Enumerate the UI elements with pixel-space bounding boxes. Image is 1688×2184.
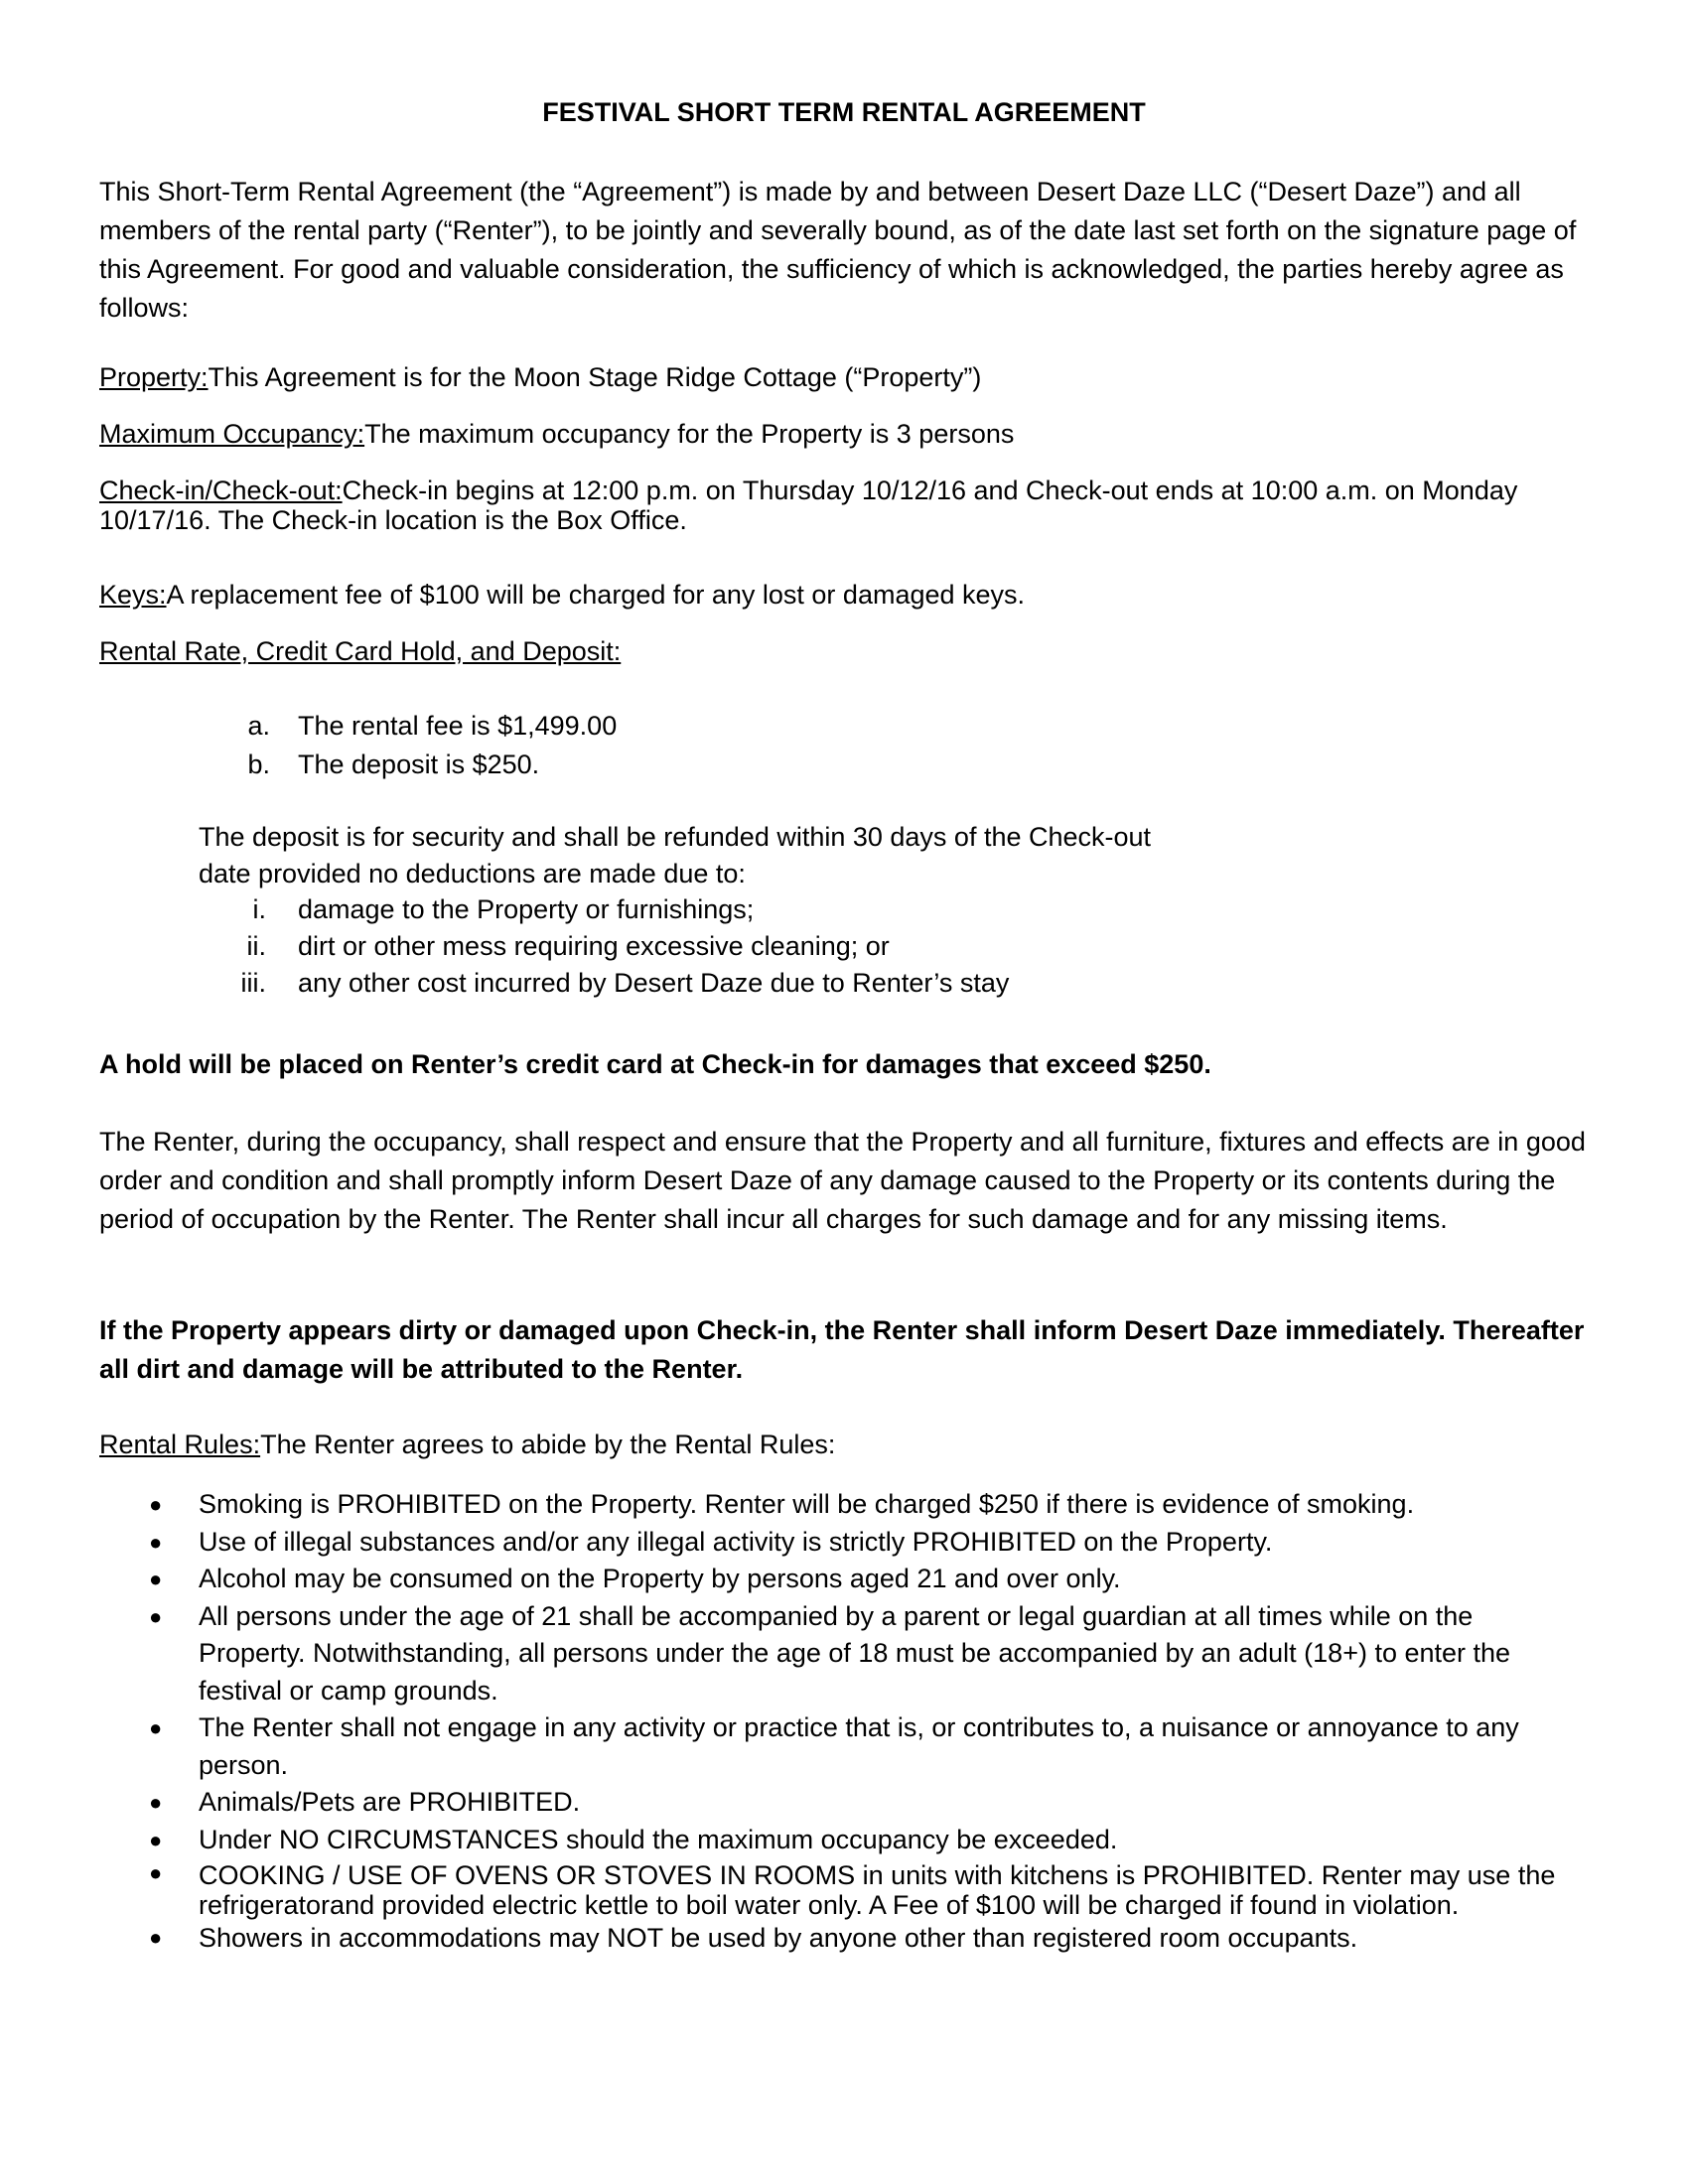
- deposit-note-line1: The deposit is for security and shall be refunded within 30 days of the Check-out: [199, 822, 1152, 852]
- rule-item: [99, 1486, 1579, 1524]
- bullet-icon: ●: [149, 1715, 163, 1740]
- rental-rate-heading: [99, 632, 1609, 671]
- rental-fee-list: [0, 707, 1688, 784]
- rule-item: [99, 1561, 1579, 1598]
- rules-list: [99, 1486, 1579, 1954]
- bullet-icon: ●: [149, 1529, 163, 1555]
- bullet-icon: ●: [149, 1790, 163, 1815]
- rule-text: Use of illegal substances and/or any illegal activity is strictly PROHIBITED on the Property.: [199, 1526, 1273, 1557]
- bullet-icon: ●: [149, 1925, 163, 1950]
- rule-text: Alcohol may be consumed on the Property by persons aged 21 and over only.: [199, 1564, 1121, 1593]
- bullet-icon: ●: [149, 1827, 163, 1852]
- rule-item: [99, 1784, 1579, 1822]
- document-title: FESTIVAL SHORT TERM RENTAL AGREEMENT: [542, 97, 1146, 127]
- checkin-label: Check-in/Check-out:: [99, 476, 343, 505]
- rule-item: [99, 1858, 1579, 1922]
- property-label: Property:: [99, 362, 209, 392]
- checkin-clause: [99, 476, 1609, 535]
- list-marker: iii.: [240, 968, 266, 998]
- rental-fee-text: The rental fee is $1,499.00: [298, 711, 618, 741]
- list-item: [0, 707, 1688, 746]
- intro-text: This Short-Term Rental Agreement (the “Agreement”) is made by and between Desert Daze LLC (“Desert Daze”) and all members of the rental party (“Renter”), to be jointly and severally bound, as of the date last set forth on the signature page of this Agreement. For good and valuable consideration, the sufficiency of which is acknowledged, the parties hereby agree as follows:: [99, 177, 1577, 323]
- deduction-text: damage to the Property or furnishings;: [298, 894, 755, 924]
- rule-text: Under NO CIRCUMSTANCES should the maximum occupancy be exceeded.: [199, 1824, 1118, 1854]
- bullet-icon: ●: [149, 1603, 163, 1629]
- deduction-text: any other cost incurred by Desert Daze due to Renter’s stay: [298, 968, 1010, 998]
- rule-item: [99, 1822, 1579, 1859]
- occupancy-label: Maximum Occupancy:: [99, 419, 365, 449]
- list-item: [0, 746, 1688, 784]
- list-item: [0, 928, 1688, 965]
- property-text: This Agreement is for the Moon Stage Ridge Cottage (“Property”): [208, 362, 982, 392]
- rule-text: All persons under the age of 21 shall be accompanied by a parent or legal guardian at all times while on the Property. Notwithstanding, all persons under the age of 18 must be accompanied by an adult (18+) to enter the festival or camp grounds.: [199, 1600, 1511, 1706]
- rules-intro-text: The Renter agrees to abide by the Rental Rules:: [260, 1430, 836, 1459]
- bullet-icon: ●: [149, 1860, 163, 1885]
- keys-text: A replacement fee of $100 will be charged for any lost or damaged keys.: [166, 580, 1026, 610]
- bullet-icon: ●: [149, 1492, 163, 1517]
- rule-text: Animals/Pets are PROHIBITED.: [199, 1787, 581, 1817]
- dirty-notice: [99, 1311, 1609, 1389]
- rule-item: [99, 1598, 1579, 1710]
- rule-item: [99, 1709, 1579, 1784]
- occupancy-clause: [99, 415, 1609, 454]
- rules-intro: [99, 1426, 1609, 1464]
- renter-duty-text: The Renter, during the occupancy, shall respect and ensure that the Property and all furniture, fixtures and effects are in good order and condition and shall promptly inform Desert Daze of any damage caused to the Property or its contents during the period of occupation by the Renter. The Renter shall incur all charges for such damage and for any missing items.: [99, 1127, 1586, 1234]
- rule-text: The Renter shall not engage in any activity or practice that is, or contributes to, a nuisance or annoyance to any person.: [199, 1712, 1519, 1780]
- list-item: [0, 891, 1688, 928]
- property-clause: [99, 358, 1609, 397]
- dirty-notice-text: If the Property appears dirty or damaged upon Check-in, the Renter shall inform Desert Daze immediately. Thereafter all dirt and damage will be attributed to the Renter.: [99, 1315, 1585, 1384]
- hold-notice-text: A hold will be placed on Renter’s credit card at Check-in for damages that exceed $250.: [99, 1049, 1211, 1079]
- deduction-text: dirt or other mess requiring excessive cleaning; or: [298, 931, 890, 961]
- rental-rate-heading-text: Rental Rate, Credit Card Hold, and Deposit:: [99, 636, 622, 666]
- rule-text: COOKING / USE OF OVENS OR STOVES IN ROOMS in units with kitchens is PROHIBITED. Renter may use the refrigeratorand provided electric kettle to boil water only. A Fee of $100 will be charged if found in violation.: [199, 1860, 1556, 1920]
- list-marker: b.: [247, 750, 270, 779]
- renter-duty-paragraph: [99, 1123, 1609, 1239]
- intro-paragraph: [99, 173, 1609, 328]
- deduction-list: [0, 891, 1688, 1002]
- rule-item: [99, 1922, 1579, 1954]
- hold-notice: [99, 1045, 1609, 1084]
- keys-clause: [99, 576, 1609, 614]
- deposit-note-line2: date provided no deductions are made due to:: [199, 859, 746, 888]
- deposit-note: [199, 818, 1489, 893]
- keys-label: Keys:: [99, 580, 167, 610]
- rule-text: Smoking is PROHIBITED on the Property. Renter will be charged $250 if there is evidence of smoking.: [199, 1489, 1415, 1519]
- list-marker: ii.: [246, 931, 266, 961]
- rule-text: Showers in accommodations may NOT be used by anyone other than registered room occupants.: [199, 1923, 1358, 1953]
- list-marker: i.: [252, 894, 266, 924]
- occupancy-text: The maximum occupancy for the Property is 3 persons: [364, 419, 1015, 449]
- rules-label: Rental Rules:: [99, 1430, 261, 1459]
- bullet-icon: ●: [149, 1567, 163, 1591]
- rule-item: [99, 1524, 1579, 1562]
- deposit-amount-text: The deposit is $250.: [298, 750, 540, 779]
- list-item: [0, 965, 1688, 1002]
- list-marker: a.: [247, 711, 270, 741]
- checkin-text: Check-in begins at 12:00 p.m. on Thursday 10/12/16 and Check-out ends at 10:00 a.m. on Monday 10/17/16. The Check-in location is the Box Office.: [99, 476, 1518, 535]
